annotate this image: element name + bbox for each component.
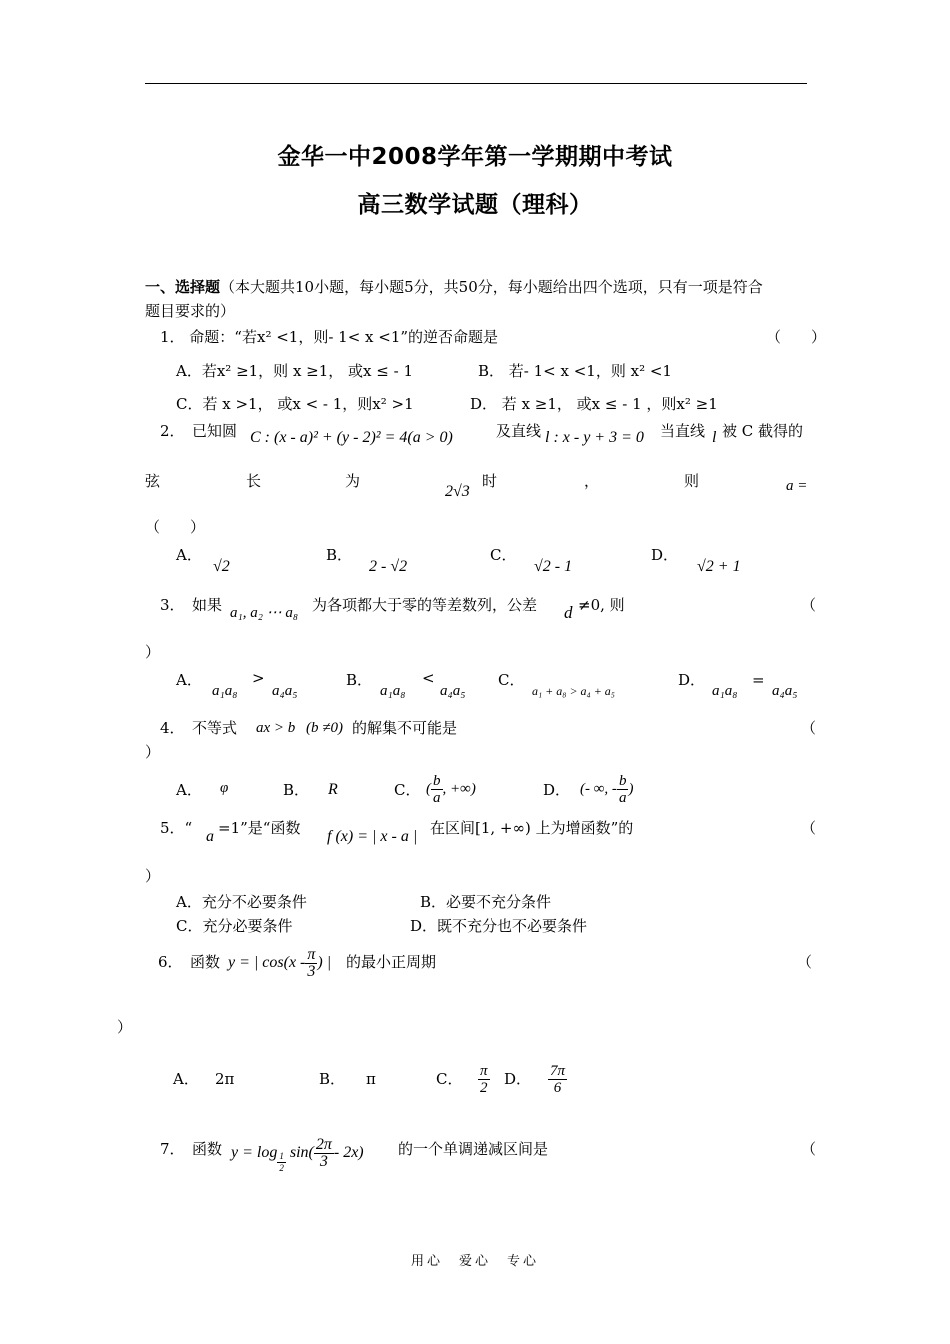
q2-option-b: 2 - √2 <box>369 558 408 575</box>
q3-option-d-left: a₁a₈ <box>712 683 738 699</box>
q2-word-4: 时 <box>482 472 498 490</box>
q6-stem-b: 的最小正周期 <box>346 953 437 971</box>
q2-option-c-label: C． <box>490 546 517 564</box>
q4-option-c-num: b <box>433 773 441 790</box>
q4-stem-b: 的解集不可能是 <box>352 719 458 737</box>
q3-option-b-right: a₄a₅ <box>440 683 466 699</box>
q3-option-a-label: A． <box>176 671 202 689</box>
q6-option-d <box>548 1056 567 1102</box>
q2-option-a: √2 <box>213 558 230 575</box>
q4-option-d-post: ) <box>628 781 634 797</box>
q3-option-b-op: < <box>422 669 435 687</box>
q6-option-d-den: 6 <box>553 1080 562 1097</box>
q3-option-b-left: a₁a₈ <box>380 683 406 699</box>
q4-option-c <box>426 766 476 812</box>
q2-word-2: 长 <box>246 472 262 490</box>
q7-log-base-num: 1 <box>279 1151 284 1161</box>
q2-chord-length: 2√3 <box>445 483 470 500</box>
q6-option-c-label: C． <box>436 1070 463 1088</box>
q4-option-d-den: a <box>618 790 627 807</box>
q3-sequence: a₁, a₂ ⋯ a₈ <box>230 605 299 621</box>
section-header <box>145 277 763 297</box>
q6-option-a-label: A． <box>173 1070 199 1088</box>
q4-option-d-fraction <box>617 773 629 806</box>
q1-paren: （ ） <box>766 328 827 346</box>
q4-option-c-post: , +∞) <box>442 781 476 797</box>
q3-stem-a: 3． 如果 <box>160 596 223 614</box>
q2-option-a-label: A． <box>176 546 202 564</box>
q2-option-d: √2 + 1 <box>697 558 741 575</box>
q7-function-den: 3 <box>319 1152 328 1170</box>
q6-paren-right: ） <box>117 1018 133 1036</box>
q3-option-d-label: D． <box>678 671 706 689</box>
q4-option-d <box>580 766 633 812</box>
q6-stem-a: 6． 函数 <box>158 953 221 971</box>
q3-option-d-op: = <box>752 671 765 689</box>
q2-ask: a = <box>786 478 808 494</box>
q5-stem-b: =1”是“函数 <box>218 819 301 837</box>
q2-option-b-label: B． <box>326 546 353 564</box>
q7-function-c: - 2x) <box>333 1144 364 1161</box>
q2-line-eq: l : x - y + 3 = 0 <box>545 429 644 446</box>
q1-option-c: C．若 x >1， 或x < - 1，则x² >1 <box>176 395 414 413</box>
q6-option-c-num: π <box>480 1063 488 1080</box>
q2-stem-a: 2． 已知圆 <box>160 422 238 440</box>
q4-option-a-label: A． <box>176 781 202 799</box>
q3-paren-left: （ <box>801 596 817 614</box>
q7-log-base <box>277 1151 286 1174</box>
q4-option-c-label: C． <box>394 781 421 799</box>
q5-stem-a: 5．“ <box>160 819 193 837</box>
q5-function: f (x) = | x - a | <box>327 828 418 845</box>
q2-word-6: 则 <box>684 472 700 490</box>
section-desc-1: （本大题共10小题，每小题5分，共50分，每小题给出四个选项，只有一项是符合 <box>220 278 763 296</box>
q4-option-b-label: B． <box>283 781 310 799</box>
q3-option-d-right: a₄a₅ <box>772 683 798 699</box>
q1-option-a: A．若x² ≥1，则 x ≥1， 或x ≤ - 1 <box>176 362 414 380</box>
q6-function-num: π <box>307 945 316 963</box>
q6-option-c-den: 2 <box>480 1080 488 1097</box>
page-footer: 用心 爱心 专心 <box>410 1254 539 1269</box>
q6-option-d-label: D． <box>504 1070 532 1088</box>
q2-line-symbol: l <box>712 429 717 446</box>
q4-inequality: ax > b <box>256 720 296 736</box>
q2-stem-c: 当直线 <box>660 422 706 440</box>
q2-word-1: 弦 <box>145 472 161 490</box>
q6-function-a: y = | cos(x - <box>228 954 306 971</box>
q3-d: d <box>564 603 573 622</box>
q6-option-b: π <box>366 1070 376 1088</box>
exam-subtitle: 高三数学试题（理科） <box>357 192 593 218</box>
q1-option-d: D． 若 x ≥1， 或x ≤ - 1 ，则x² ≥1 <box>470 395 718 413</box>
q4-option-a: φ <box>220 780 229 796</box>
q4-option-d-num: b <box>618 773 627 790</box>
q6-function <box>228 940 331 986</box>
q2-option-c: √2 - 1 <box>534 558 573 575</box>
q2-stem-d: 被 C 截得的 <box>722 422 804 440</box>
q5-option-c: C．充分必要条件 <box>176 917 293 935</box>
q2-option-d-label: D． <box>651 546 679 564</box>
q5-paren-right: ） <box>145 867 161 885</box>
q4-option-d-label: D． <box>543 781 571 799</box>
q4-paren-left: （ <box>801 719 817 737</box>
q7-log-base-den: 2 <box>279 1163 284 1173</box>
q5-option-d: D．既不充分也不必要条件 <box>410 917 588 935</box>
q7-stem-a: 7． 函数 <box>160 1140 223 1158</box>
q3-option-a-op: > <box>252 669 265 687</box>
q5-stem-c: 在区间[1, +∞) 上为增函数”的 <box>430 819 634 837</box>
q1-stem: 1． 命题：“若x² <1，则- 1< x <1”的逆否命题是 <box>160 328 499 346</box>
q3-stem-c: ≠0, 则 <box>578 596 625 614</box>
q5-a: a <box>206 828 214 845</box>
q4-option-c-pre: ( <box>426 781 431 797</box>
q7-function-a: y = log <box>231 1144 278 1161</box>
q3-option-c: a₁ + a₈ > a₄ + a₅ <box>532 684 615 698</box>
q7-function <box>231 1130 364 1176</box>
q4-stem-a: 4． 不等式 <box>160 719 238 737</box>
q4-option-b: R <box>328 781 338 798</box>
q3-option-b-label: B． <box>346 671 373 689</box>
q5-option-b: B．必要不充分条件 <box>420 893 552 911</box>
q5-option-a: A．充分不必要条件 <box>176 893 307 911</box>
q3-option-a-right: a₄a₅ <box>272 683 298 699</box>
q3-paren-right: ） <box>145 643 161 661</box>
q4-option-d-pre: (- ∞, - <box>580 781 617 797</box>
q6-paren-left: （ <box>797 953 813 971</box>
q6-option-d-num: 7π <box>550 1063 566 1080</box>
q7-paren-left: （ <box>801 1140 817 1158</box>
q2-stem-b: 及直线 <box>496 422 542 440</box>
q7-function-num: 2π <box>315 1135 332 1153</box>
q4-option-c-fraction <box>431 773 443 806</box>
q4-condition: (b ≠0) <box>306 720 343 736</box>
q7-stem-b: 的一个单调递减区间是 <box>398 1140 549 1158</box>
q2-word-3: 为 <box>345 472 361 490</box>
q6-option-b-label: B． <box>319 1070 346 1088</box>
exam-title: 金华一中2008学年第一学期期中考试 <box>277 144 673 170</box>
header-rule <box>145 83 807 84</box>
q4-option-c-den: a <box>433 790 441 807</box>
q2-word-5: ， <box>584 472 600 490</box>
section-label: 一、选择题 <box>145 278 221 296</box>
q4-paren-right: ） <box>145 743 161 761</box>
q2-circle-eq: C : (x - a)² + (y - 2)² = 4(a > 0) <box>250 429 453 446</box>
q3-stem-b: 为各项都大于零的等差数列，公差 <box>312 596 538 614</box>
q6-function-b: ) | <box>317 954 332 971</box>
q6-option-c-fraction <box>478 1063 490 1096</box>
q6-option-d-fraction <box>548 1063 567 1096</box>
q7-function-b: sin( <box>289 1144 314 1161</box>
q7-function-fraction <box>314 1137 334 1170</box>
q6-function-den: 3 <box>307 962 316 980</box>
q5-paren-left: （ <box>801 819 817 837</box>
section-desc-2: 题目要求的） <box>145 302 236 320</box>
q2-paren: （ ） <box>145 518 206 536</box>
q6-function-fraction <box>305 947 317 980</box>
q1-option-b: B． 若- 1< x <1，则 x² <1 <box>478 362 672 380</box>
q3-option-c-label: C． <box>498 671 525 689</box>
q3-option-a-left: a₁a₈ <box>212 683 238 699</box>
q6-option-a: 2π <box>215 1070 235 1088</box>
q6-option-c <box>478 1056 490 1102</box>
